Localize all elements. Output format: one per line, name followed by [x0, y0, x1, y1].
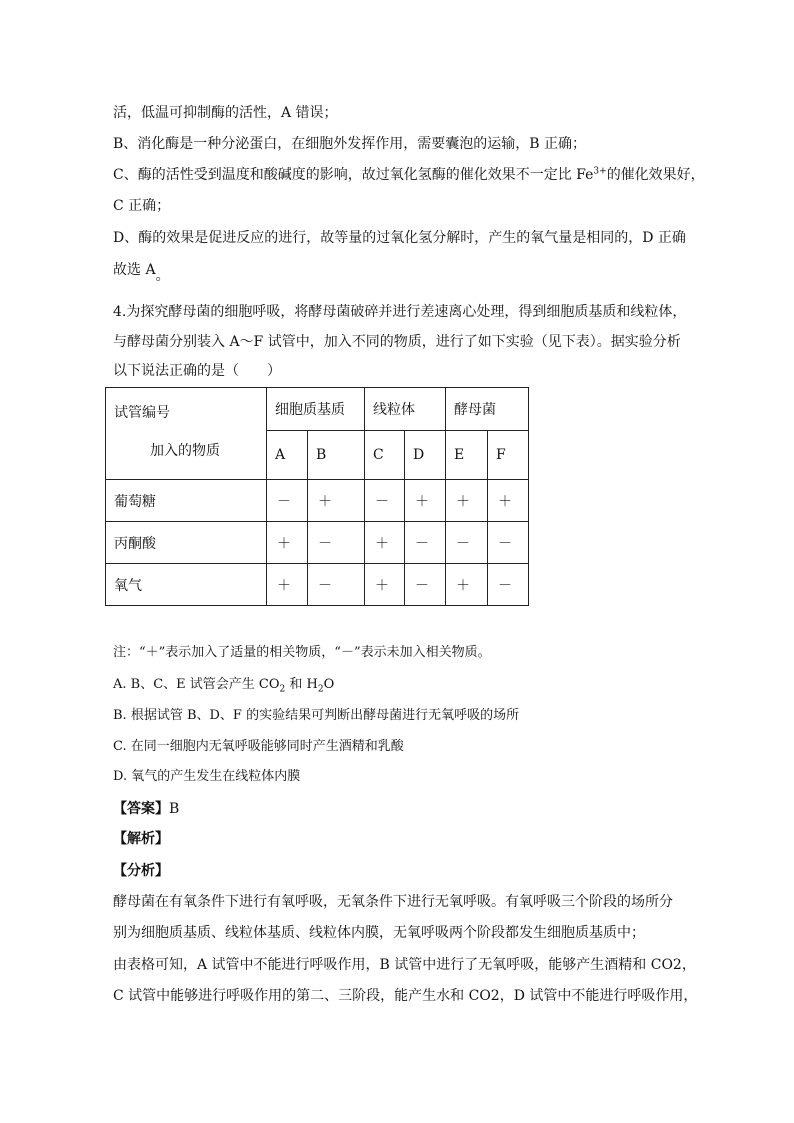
question-line: 4.为探究酵母菌的细胞呼吸，将酵母菌破碎并进行差速离心处理，得到细胞质基质和线粒体，	[113, 304, 687, 320]
table-cell: －	[267, 480, 308, 522]
table-cell: ＋	[365, 564, 405, 606]
option-c: C. 在同一细胞内无氧呼吸能够同时产生酒精和乳酸	[113, 739, 404, 754]
row-label: 葡萄糖	[106, 480, 267, 522]
text-span: C、酶的活性受到温度和酸碱度的影响，故过氧化氢酶的催化效果不一定比 Fe	[113, 167, 594, 183]
row-label: 氧气	[106, 564, 267, 606]
question-line: 以下说法正确的是（ ）	[113, 363, 281, 379]
group-header: 线粒体	[365, 388, 446, 431]
column-header: D	[405, 431, 446, 480]
question-line: 与酵母菌分别装入 A～F 试管中，加入不同的物质，进行了如下实验（见下表）。据实验分析	[113, 334, 681, 350]
text-span: 。	[155, 268, 170, 284]
subscript: 2	[279, 684, 286, 695]
group-header: 细胞质基质	[267, 388, 365, 431]
option-b: B. 根据试管 B、D、F 的实验结果可判断出酵母菌进行无氧呼吸的场所	[113, 708, 520, 723]
column-header: F	[488, 431, 529, 480]
answer-value: B	[169, 801, 180, 817]
column-header: E	[446, 431, 488, 480]
column-header: B	[308, 431, 365, 480]
table-cell: ＋	[267, 522, 308, 564]
column-header: C	[365, 431, 405, 480]
fenxi-label: 【分析】	[113, 863, 169, 879]
text-line	[113, 165, 705, 185]
table-cell: ＋	[308, 480, 365, 522]
option-d: D. 氧气的产生发生在线粒体内膜	[113, 769, 301, 784]
text-line: C 正确；	[113, 198, 171, 214]
table-row	[106, 564, 529, 606]
answer-line	[113, 799, 179, 819]
experiment-table	[105, 387, 529, 606]
answer-label: 【答案】	[113, 801, 169, 817]
explanation-line: C 试管中能够进行呼吸作用的第二、三阶段，能产生水和 CO2，D 试管中不能进行呼吸作用，	[113, 988, 698, 1004]
header-bottom-label: 加入的物质	[150, 443, 220, 459]
table-cell: －	[488, 522, 529, 564]
column-header: A	[267, 431, 308, 480]
text-span: 的催化效果好，	[606, 167, 705, 183]
table-cell: －	[308, 522, 365, 564]
group-header: 酵母菌	[446, 388, 529, 431]
table-cell: －	[365, 480, 405, 522]
explanation-line: 酵母菌在有氧条件下进行有氧呼吸，无氧条件下进行无氧呼吸。有氧呼吸三个阶段的场所分	[113, 894, 673, 910]
row-label: 丙酮酸	[106, 522, 267, 564]
text-line	[113, 260, 170, 284]
option-text: 和 H	[285, 677, 318, 692]
option-text: A. B、C、E 试管会产生 CO	[113, 677, 280, 692]
table-cell: －	[488, 564, 529, 606]
table-cell: ＋	[446, 480, 488, 522]
explanation-line: 别为细胞质基质、线粒体基质、线粒体内膜，无氧呼吸两个阶段都发生细胞质基质中；	[113, 925, 645, 941]
table-cell: ＋	[446, 564, 488, 606]
table-cell: －	[446, 522, 488, 564]
table-row	[106, 480, 529, 522]
text-line: D、酶的效果是促进反应的进行，故等量的过氧化氢分解时，产生的氧气量是相同的，D 正确	[113, 230, 686, 246]
text-line: 活，低温可抑制酶的活性，A 错误；	[113, 105, 338, 121]
table-header-cell	[106, 388, 267, 480]
option-text: O	[323, 677, 335, 692]
option-a	[113, 675, 334, 695]
subscript: 2	[317, 684, 324, 695]
explanation-line: 由表格可知，A 试管中不能进行呼吸作用，B 试管中进行了无氧呼吸，能够产生酒精和 CO2，	[113, 957, 696, 973]
table-row	[106, 522, 529, 564]
text-line: B、消化酶是一种分泌蛋白，在细胞外发挥作用，需要囊泡的运输，B 正确；	[113, 136, 587, 152]
table-cell: ＋	[405, 480, 446, 522]
table-cell: －	[405, 564, 446, 606]
header-top-label: 试管编号	[114, 405, 170, 421]
text-span: 故选 A	[113, 262, 156, 278]
table-cell: －	[405, 522, 446, 564]
superscript: 3+	[593, 166, 607, 177]
table-cell: －	[308, 564, 365, 606]
note-text: 注：“＋”表示加入了适量的相关物质，“－”表示未加入相关物质。	[113, 645, 491, 660]
table-cell: ＋	[488, 480, 529, 522]
table-cell: ＋	[365, 522, 405, 564]
analysis-label: 【解析】	[113, 831, 169, 847]
table-cell: ＋	[267, 564, 308, 606]
